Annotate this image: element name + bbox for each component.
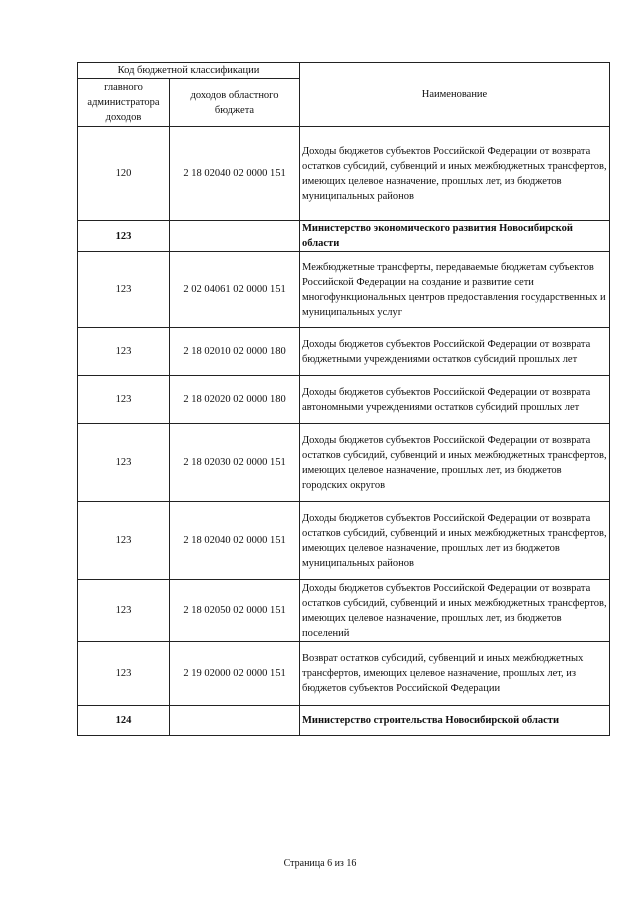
- admin-code: 123: [78, 252, 170, 328]
- income-code: 2 18 02040 02 0000 151: [170, 502, 300, 580]
- income-code: 2 18 02030 02 0000 151: [170, 424, 300, 502]
- admin-code: 123: [78, 424, 170, 502]
- income-code: [170, 221, 300, 252]
- income-name: Доходы бюджетов субъектов Российской Федерации от возврата автономными учреждениями остатков субсидий прошлых лет: [300, 376, 610, 424]
- income-code: 2 18 02050 02 0000 151: [170, 580, 300, 642]
- income-code: 2 18 02040 02 0000 151: [170, 127, 300, 221]
- admin-code: 124: [78, 706, 170, 736]
- header-group: Код бюджетной классификации: [78, 63, 300, 79]
- income-name: Возврат остатков субсидий, субвенций и иных межбюджетных трансфертов, имеющих целевое назначение, прошлых лет, из бюджетов субъектов Российской Федерации: [300, 642, 610, 706]
- income-name: Доходы бюджетов субъектов Российской Федерации от возврата остатков субсидий, субвенций и иных межбюджетных трансфертов, имеющих целевое назначение, прошлых лет, из бюджетов поселений: [300, 580, 610, 642]
- table-row: [78, 328, 610, 376]
- income-code: 2 18 02020 02 0000 180: [170, 376, 300, 424]
- income-name: Доходы бюджетов субъектов Российской Федерации от возврата остатков субсидий, субвенций и иных межбюджетных трансфертов, имеющих целевое назначение, прошлых лет из бюджетов муниципальных районов: [300, 502, 610, 580]
- admin-code: 123: [78, 328, 170, 376]
- header-admin: главного администратора доходов: [78, 79, 170, 127]
- income-name: Доходы бюджетов субъектов Российской Федерации от возврата бюджетными учреждениями остатков субсидий прошлых лет: [300, 328, 610, 376]
- admin-code: 120: [78, 127, 170, 221]
- table-row: [78, 376, 610, 424]
- income-code: 2 18 02010 02 0000 180: [170, 328, 300, 376]
- admin-code: 123: [78, 376, 170, 424]
- income-code: 2 02 04061 02 0000 151: [170, 252, 300, 328]
- income-name: Доходы бюджетов субъектов Российской Федерации от возврата остатков субсидий, субвенций и иных межбюджетных трансфертов, имеющих целевое назначение, прошлых лет, из бюджетов городских округов: [300, 424, 610, 502]
- page-number: Страница 6 из 16: [283, 858, 357, 869]
- budget-classification-table: [77, 62, 610, 736]
- table-row: [78, 127, 610, 221]
- admin-code: 123: [78, 580, 170, 642]
- table-row: [78, 502, 610, 580]
- admin-code: 123: [78, 502, 170, 580]
- income-code: 2 19 02000 02 0000 151: [170, 642, 300, 706]
- header-code: доходов областного бюджета: [170, 79, 300, 127]
- income-name: Межбюджетные трансферты, передаваемые бюджетам субъектов Российской Федерации на создание и развитие сети многофункциональных центров предоставления государственных и муниципальных услуг: [300, 252, 610, 328]
- admin-code: 123: [78, 221, 170, 252]
- ministry-name: Министерство строительства Новосибирской области: [300, 706, 610, 736]
- income-code: [170, 706, 300, 736]
- table-row: [78, 580, 610, 642]
- income-name: Доходы бюджетов субъектов Российской Федерации от возврата остатков субсидий, субвенций и иных межбюджетных трансфертов, имеющих целевое назначение, прошлых лет, из бюджетов муниципальных районов: [300, 127, 610, 221]
- table-row: [78, 424, 610, 502]
- table-row: [78, 642, 610, 706]
- header-name: Наименование: [300, 63, 610, 127]
- ministry-name: Министерство экономического развития Новосибирской области: [300, 221, 610, 252]
- table-row: [78, 706, 610, 736]
- table-row: [78, 252, 610, 328]
- admin-code: 123: [78, 642, 170, 706]
- table-row: [78, 221, 610, 252]
